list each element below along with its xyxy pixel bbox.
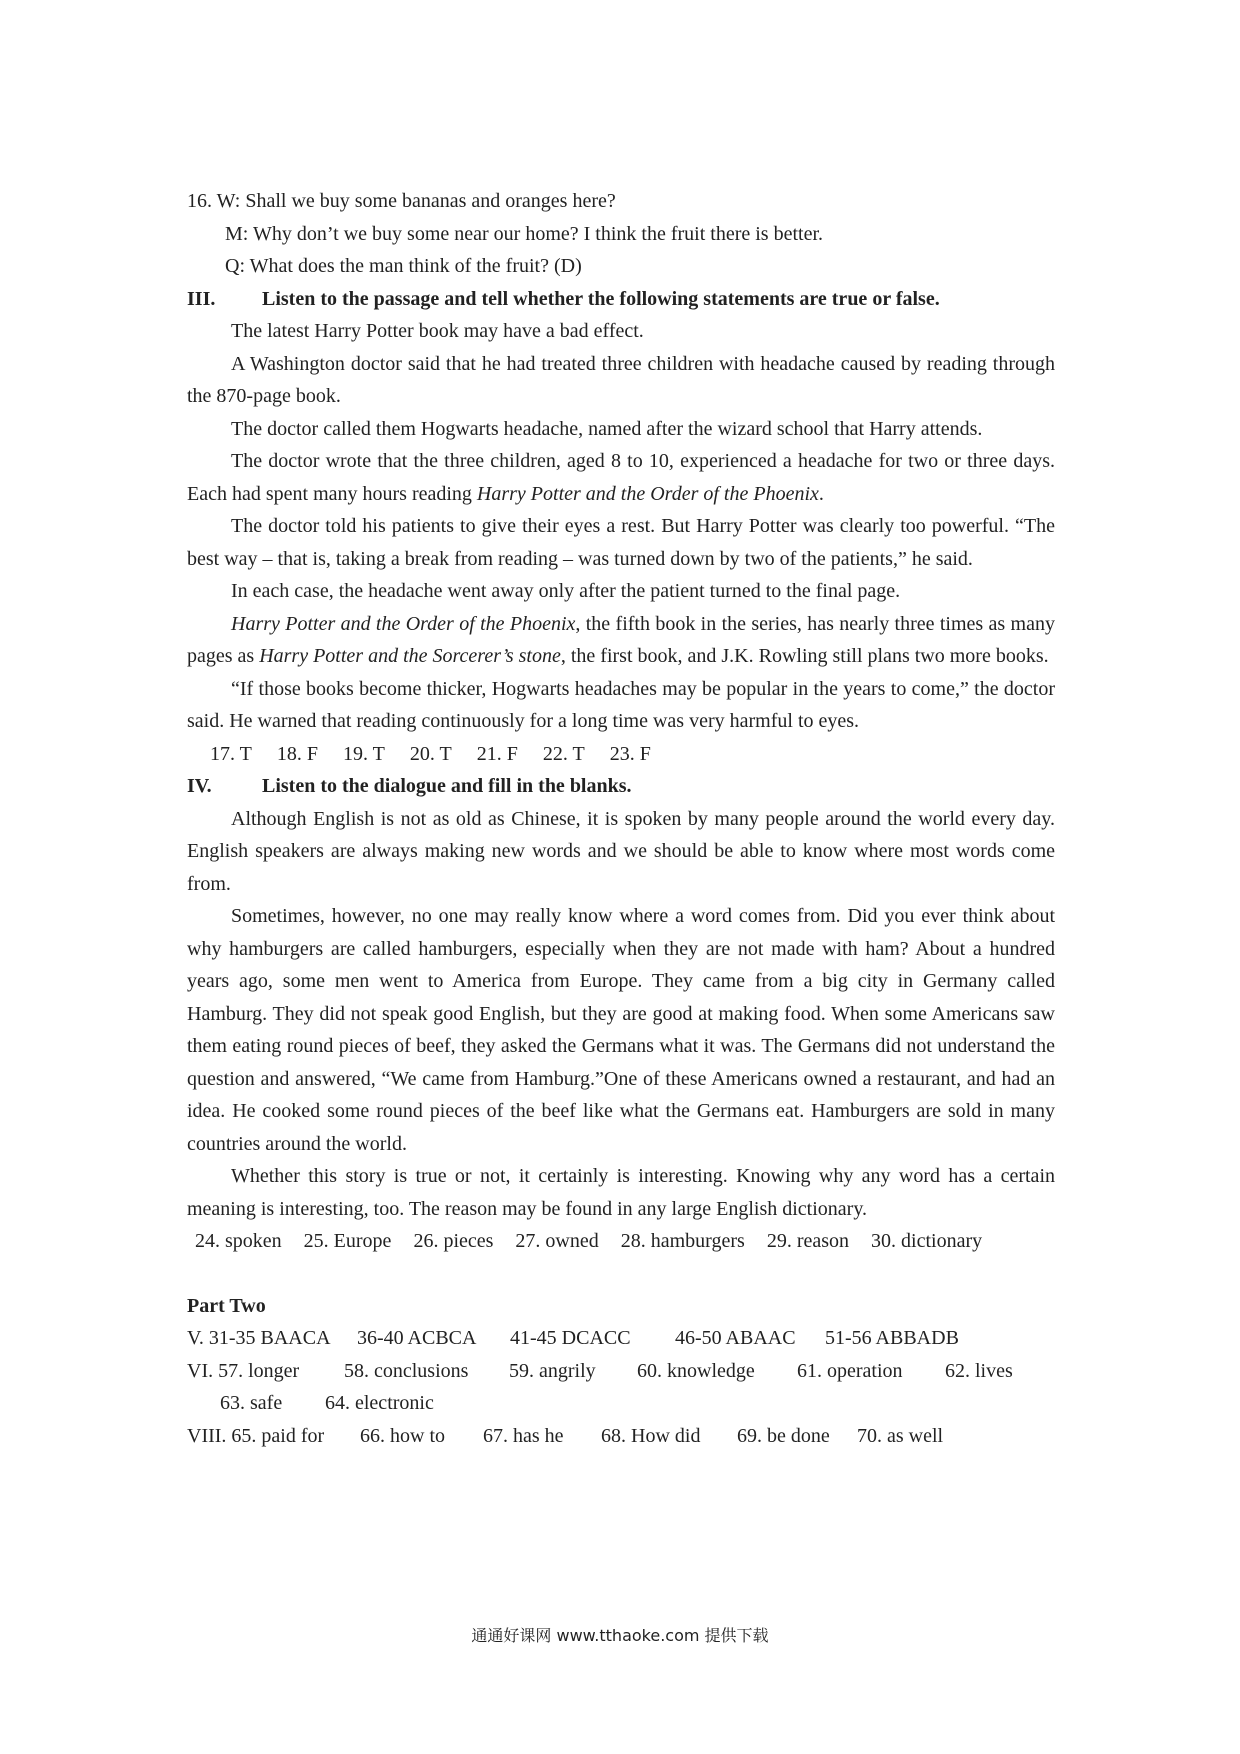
section-8-answers — [187, 1420, 1055, 1453]
answer-63: 63. safe — [220, 1392, 283, 1414]
answer-20: 20. T — [409, 742, 452, 765]
section-4-heading — [187, 770, 1055, 803]
answer-62: 62. lives — [945, 1359, 1013, 1382]
answers-36-40: 36-40 ACBCA — [357, 1327, 477, 1349]
answer-57: VI. 57. longer — [187, 1359, 300, 1382]
answers-51-56: 51-56 ABBADB — [825, 1327, 959, 1349]
answer-60: 60. knowledge — [637, 1359, 755, 1382]
page-content — [187, 185, 1055, 1452]
answer-24: 24. spoken — [195, 1230, 282, 1252]
section-4-paragraph-1: Although English is not as old as Chinese, it is spoken by many people around the world every day. English speakers are always making new words and we should be able to know where most words come from. — [187, 807, 1055, 895]
section-4-title: Listen to the dialogue and fill in the blanks. — [262, 775, 632, 797]
part-two-title: Part Two — [187, 1294, 266, 1317]
section-3-paragraph-4 — [187, 445, 1055, 510]
book-title-phoenix: Harry Potter and the Order of the Phoenix — [476, 482, 819, 505]
answer-28: 28. hamburgers — [620, 1230, 745, 1252]
section-4-paragraph-2: Sometimes, however, no one may really know where a word comes from. Did you ever think about why hamburgers are called hamburgers, especially when they are not made with ham? About a hundred years ago, some men went to America from Europe. They came from a big city in Germany called Hamburg. They did not speak good English, but they are good at making food. When some Americans saw them eating round pieces of beef, they asked the Germans what it was. The Germans did not understand the question and answered, “We came from Hamburg.”One of these Americans owned a restaurant, and had an idea. He cooked some round pieces of the beef like what the Germans eat. Hamburgers are sold in many countries around the world. — [187, 905, 1055, 1155]
answers-31-35: V. 31-35 BAACA — [187, 1327, 331, 1349]
p4-text-c: . — [818, 482, 824, 505]
answers-46-50: 46-50 ABAAC — [675, 1327, 796, 1349]
answer-30: 30. dictionary — [871, 1230, 983, 1252]
answer-68: 68. How did — [601, 1424, 701, 1447]
answer-66: 66. how to — [360, 1424, 445, 1447]
section-3-paragraph-2: A Washington doctor said that he had treated three children with headache caused by reading through the 870-page book. — [187, 352, 1055, 407]
q16-woman-line: 16. W: Shall we buy some bananas and oranges here? — [187, 190, 616, 212]
book-title-phoenix: Harry Potter and the Order of the Phoenix — [231, 612, 576, 635]
section-3-title: Listen to the passage and tell whether the following statements are true or false. — [262, 287, 940, 310]
section-3-paragraph-7 — [187, 608, 1055, 673]
section-6-answers-row-2 — [187, 1387, 1055, 1420]
p4-text-a: The doctor wrote that the three children, aged 8 to 10, experienced a headache for two or three days. Each had spent many hours reading — [187, 450, 1055, 505]
section-4-answers — [187, 1225, 1055, 1258]
book-title-sorcerers-stone: Harry Potter and the Sorcerer’s stone — [259, 645, 561, 667]
answer-65: VIII. 65. paid for — [187, 1424, 325, 1447]
p7-text-b: , the fifth book in the series, has nearly three times as many pages as — [187, 612, 1055, 667]
section-3-heading — [187, 283, 1055, 316]
page-footer: 通通好课网 www.tthaoke.com 提供下载 — [471, 1626, 769, 1645]
answers-41-45: 41-45 DCACC — [510, 1327, 631, 1349]
p7-text-d: , the first book, and J.K. Rowling still plans two more books. — [560, 645, 1049, 667]
answer-59: 59. angrily — [509, 1359, 596, 1382]
q16-question-line: Q: What does the man think of the fruit? (D) — [225, 255, 582, 277]
section-3-answers — [187, 738, 1055, 771]
section-3-number: III. — [187, 287, 216, 310]
answer-22: 22. T — [542, 742, 585, 765]
section-3-paragraph-1: The latest Harry Potter book may have a bad effect. — [231, 320, 644, 342]
answer-70: 70. as well — [857, 1424, 944, 1447]
answer-61: 61. operation — [797, 1359, 903, 1382]
section-3-paragraph-8: “If those books become thicker, Hogwarts headaches may be popular in the years to come,” the doctor said. He warned that reading continuously for a long time was very harmful to eyes. — [187, 677, 1055, 732]
answer-19: 19. T — [342, 742, 385, 765]
answer-58: 58. conclusions — [344, 1359, 469, 1382]
answer-64: 64. electronic — [325, 1392, 434, 1414]
answer-18: 18. F — [276, 742, 318, 765]
answer-67: 67. has he — [483, 1424, 564, 1447]
answer-69: 69. be done — [737, 1424, 830, 1447]
answer-29: 29. reason — [766, 1230, 850, 1252]
answer-21: 21. F — [476, 742, 518, 765]
section-5-answers — [187, 1322, 1055, 1355]
section-4-paragraph-3: Whether this story is true or not, it certainly is interesting. Knowing why any word has a certain meaning is interesting, too. The reason may be found in any large English dictionary. — [187, 1165, 1055, 1220]
section-4-number: IV. — [187, 775, 212, 797]
section-3-paragraph-3: The doctor called them Hogwarts headache, named after the wizard school that Harry attends. — [231, 417, 983, 440]
q16-man-line: M: Why don’t we buy some near our home? I think the fruit there is better. — [225, 222, 824, 245]
answer-26: 26. pieces — [413, 1230, 494, 1252]
answer-25: 25. Europe — [303, 1230, 392, 1252]
section-3-paragraph-6: In each case, the headache went away only after the patient turned to the final page. — [231, 580, 901, 602]
answer-17: 17. T — [210, 742, 252, 765]
section-3-paragraph-5: The doctor told his patients to give their eyes a rest. But Harry Potter was clearly too powerful. “The best way – that is, taking a break from reading – was turned down by two of the patients,” he said. — [187, 515, 1055, 570]
section-6-answers-row-1 — [187, 1355, 1055, 1388]
answer-27: 27. owned — [515, 1230, 599, 1252]
answer-23: 23. F — [609, 742, 651, 765]
